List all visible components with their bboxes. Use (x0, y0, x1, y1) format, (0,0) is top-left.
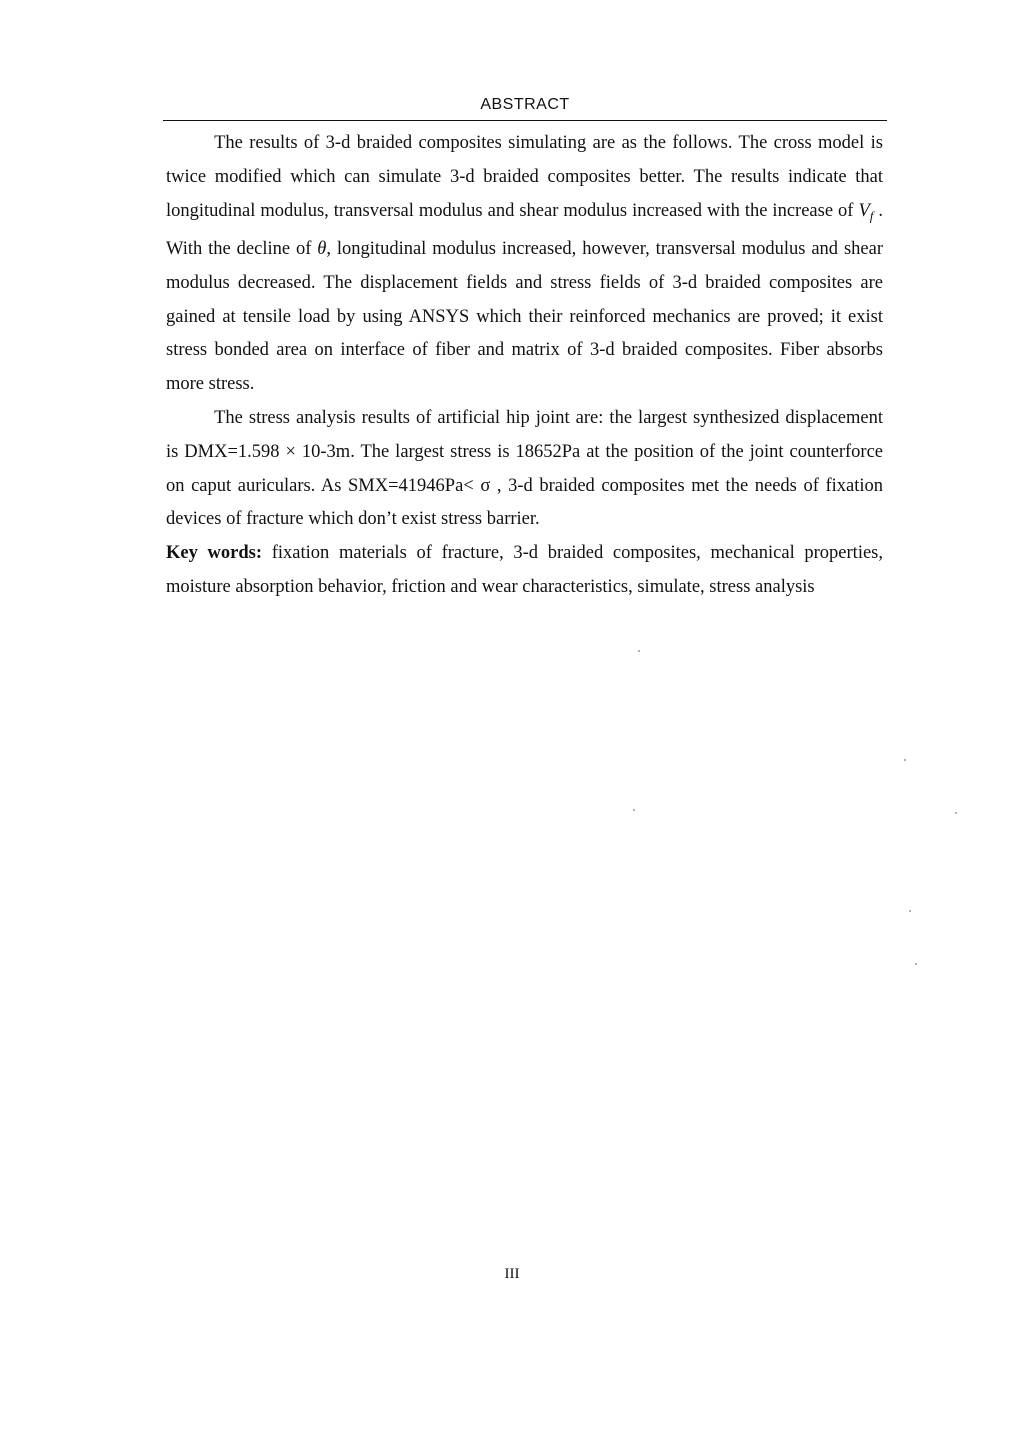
scan-speck (638, 650, 640, 652)
paragraph-stress-analysis: The stress analysis results of artificial hip joint are: the largest synthesized displacement is DMX=1.598 × 10-3m. The largest stress is 18652Pa at the position of the joint counterforce on caput auriculars. As SMX=41946Pa< σ , 3-d braided composites met the needs of fixation devices of fracture which don’t exist stress barrier. (166, 408, 883, 530)
scan-speck (955, 812, 957, 814)
header-rule (163, 120, 887, 121)
scan-speck (909, 910, 911, 912)
theta-symbol: θ (317, 239, 327, 260)
paragraph-simulation-results (166, 127, 883, 402)
scan-speck (633, 809, 635, 811)
keywords-paragraph (166, 537, 883, 605)
page-number: III (504, 1266, 520, 1282)
keywords-text: fixation materials of fracture, 3-d braided composites, mechanical properties, moisture absorption behavior, friction and wear characteristics, simulate, stress analysis (166, 543, 883, 598)
paragraph-text: The results of 3-d braided composites simulating are as the follows. The cross model is twice modified which can simulate 3-d braided composites better. The results indicate that longitudinal modulus, transversal modulus and shear modulus increased with the increase of (166, 133, 883, 221)
scan-speck (904, 759, 906, 761)
running-header: ABSTRACT (480, 96, 570, 113)
keywords-label: Key words: (166, 543, 263, 564)
paragraph-text: , longitudinal modulus increased, however, transversal modulus and shear modulus decreased. The displacement fields and stress fields of 3-d braided composites are gained at tensile load by using ANSYS which their reinforced mechanics are proved; it exist stress bonded area on interface of fiber and matrix of 3-d braided composites. Fiber absorbs more stress. (166, 239, 883, 395)
abstract-body (166, 127, 883, 605)
paragraph-text: . With the decline of (166, 200, 883, 260)
scan-speck (915, 963, 917, 965)
volume-fraction-symbol: $V_f$ (858, 200, 874, 224)
